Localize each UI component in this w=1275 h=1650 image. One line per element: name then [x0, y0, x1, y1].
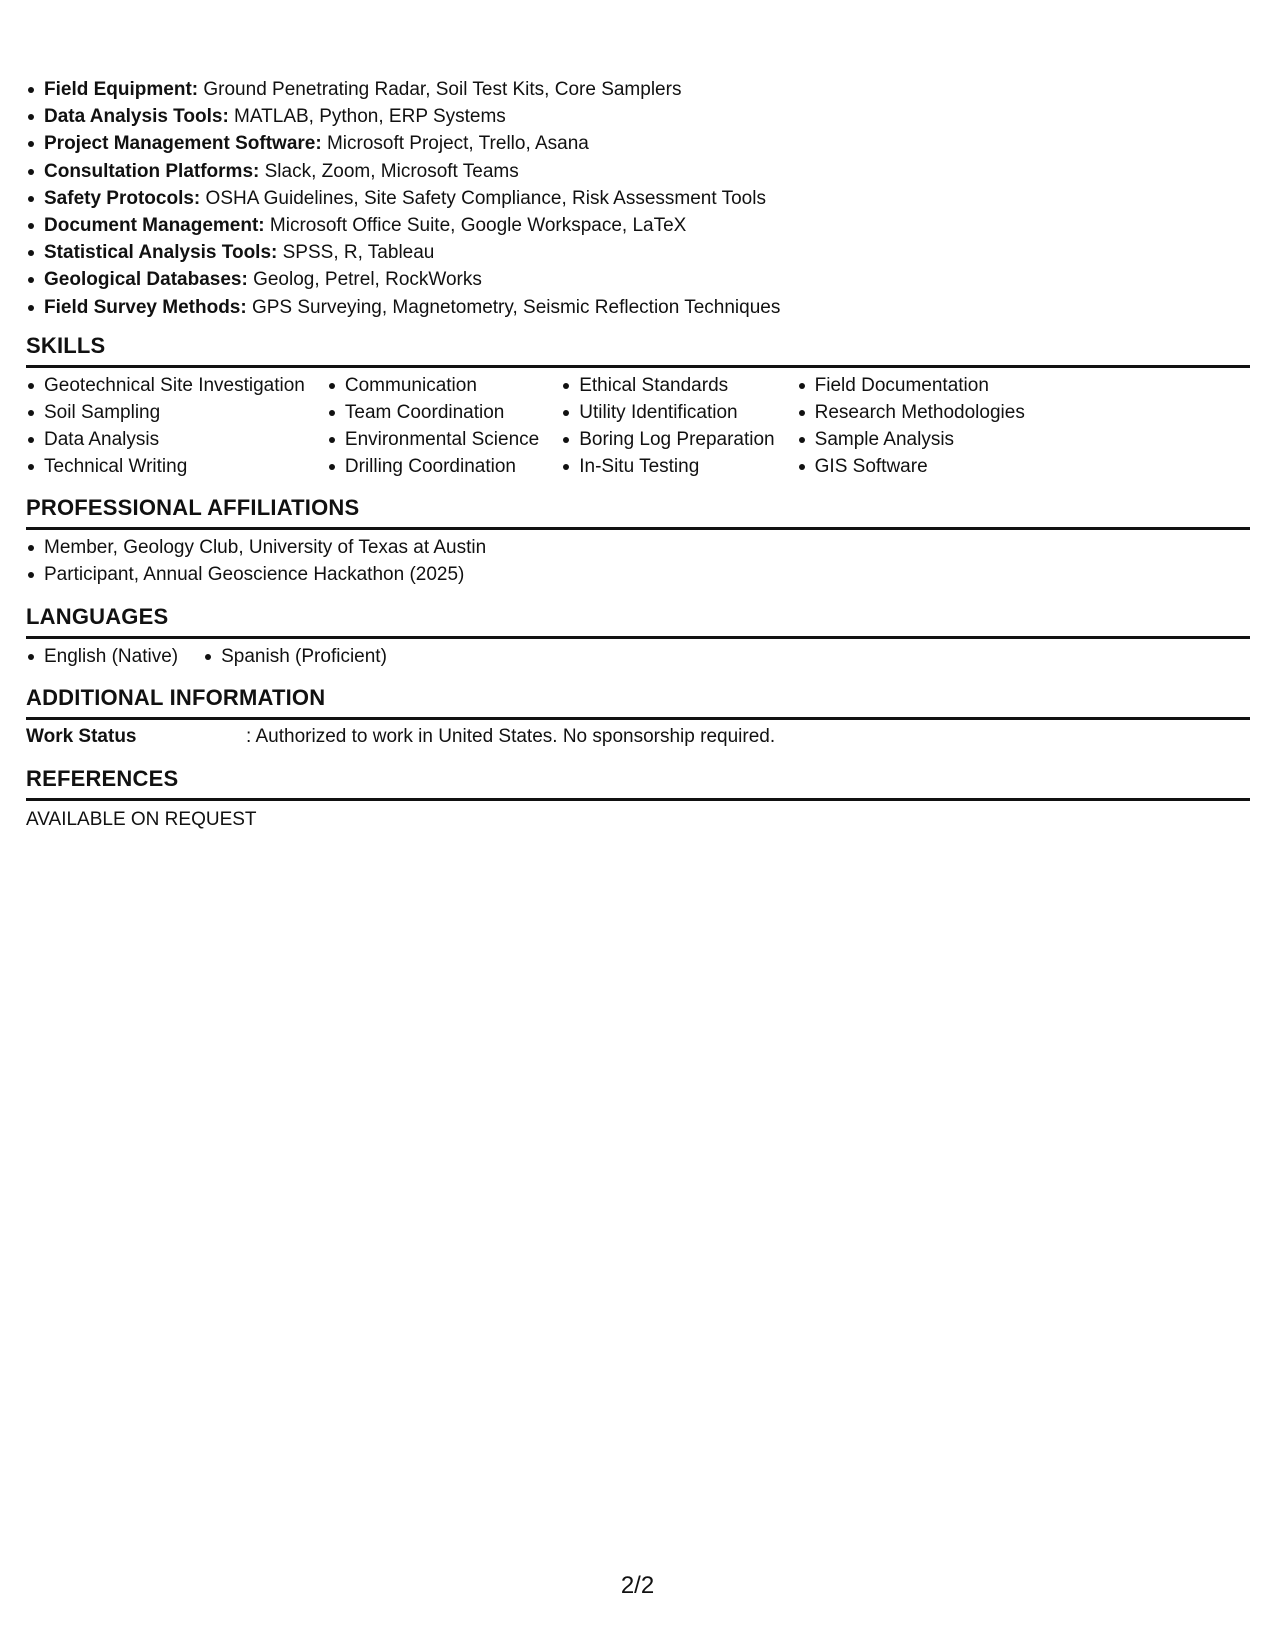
tools-item-value: MATLAB, Python, ERP Systems: [228, 106, 506, 128]
additional-info-section: [26, 685, 1250, 750]
affiliations-list: [26, 534, 1250, 588]
additional-info-heading: ADDITIONAL INFORMATION: [26, 685, 1250, 720]
skill-item: Soil Sampling: [26, 399, 305, 426]
tools-item: [26, 294, 1250, 321]
skill-item: Drilling Coordination: [327, 453, 539, 480]
tools-item: [26, 266, 1250, 293]
tools-item-value: OSHA Guidelines, Site Safety Compliance, Risk Assessment Tools: [200, 187, 766, 209]
work-status-row: [26, 724, 1250, 750]
work-status-value: : Authorized to work in United States. No sponsorship required.: [246, 725, 776, 747]
tools-item: [26, 212, 1250, 239]
tools-list: [26, 76, 1250, 321]
tools-item-label: Project Management Software:: [44, 133, 322, 155]
tools-item-value: Ground Penetrating Radar, Soil Test Kits, Core Samplers: [198, 79, 682, 100]
references-heading: REFERENCES: [26, 766, 1250, 801]
language-item: English (Native): [26, 643, 178, 670]
tools-item: [26, 239, 1250, 266]
skills-grid: [26, 372, 1250, 481]
tools-item-label: Field Survey Methods:: [44, 296, 247, 318]
references-text: AVAILABLE ON REQUEST: [26, 808, 257, 830]
skill-item: Communication: [327, 372, 539, 399]
tools-item-value: SPSS, R, Tableau: [277, 242, 435, 264]
skill-item: Data Analysis: [26, 426, 305, 453]
tools-item-value: Microsoft Project, Trello, Asana: [321, 133, 589, 155]
tools-item-label: Document Management:: [44, 215, 265, 237]
skills-heading: SKILLS: [26, 333, 1250, 368]
languages-heading: LANGUAGES: [26, 604, 1250, 639]
tools-item-value: Slack, Zoom, Microsoft Teams: [259, 160, 519, 182]
skills-column: [561, 372, 774, 481]
skill-item: In-Situ Testing: [561, 453, 774, 480]
affiliations-heading: PROFESSIONAL AFFILIATIONS: [26, 495, 1250, 530]
skills-column: [797, 372, 1025, 481]
tools-item: [26, 158, 1250, 185]
tools-item-value: Microsoft Office Suite, Google Workspace, LaTeX: [264, 215, 687, 237]
tools-item-label: Geological Databases:: [44, 269, 248, 291]
tools-item-label: Statistical Analysis Tools:: [44, 242, 278, 264]
skills-section: [26, 333, 1250, 481]
skill-item: Ethical Standards: [561, 372, 774, 399]
skill-item: Technical Writing: [26, 453, 305, 480]
page-number: 2/2: [620, 1572, 655, 1599]
work-status-label: Work Status: [26, 725, 137, 747]
languages-list: [26, 643, 1250, 670]
tools-item-label: Safety Protocols:: [44, 187, 201, 209]
skill-item: Geotechnical Site Investigation: [26, 372, 305, 399]
skill-item: Boring Log Preparation: [561, 426, 774, 453]
tools-item: [26, 130, 1250, 157]
tools-item: [26, 76, 1250, 103]
skills-column: [26, 372, 305, 481]
skill-item: Field Documentation: [797, 372, 1025, 399]
skill-item: Environmental Science: [327, 426, 539, 453]
skills-column: [327, 372, 539, 481]
affiliations-section: [26, 495, 1250, 588]
skill-item: Research Methodologies: [797, 399, 1025, 426]
skill-item: Team Coordination: [327, 399, 539, 426]
languages-section: [26, 604, 1250, 670]
tools-item-label: Field Equipment:: [44, 79, 199, 100]
resume-page: [26, 76, 1250, 833]
tools-item-value: Geolog, Petrel, RockWorks: [247, 269, 482, 291]
skill-item: GIS Software: [797, 453, 1025, 480]
skill-item: Sample Analysis: [797, 426, 1025, 453]
affiliation-item: Participant, Annual Geoscience Hackathon (2025): [26, 561, 1250, 588]
skill-item: Utility Identification: [561, 399, 774, 426]
tools-item: [26, 103, 1250, 130]
tools-item-label: Consultation Platforms:: [44, 160, 260, 182]
affiliation-item: Member, Geology Club, University of Texas at Austin: [26, 534, 1250, 561]
references-section: [26, 766, 1250, 833]
tools-item-label: Data Analysis Tools:: [44, 106, 229, 128]
tools-item-value: GPS Surveying, Magnetometry, Seismic Reflection Techniques: [246, 296, 781, 318]
tools-item: [26, 185, 1250, 212]
language-item: Spanish (Proficient): [203, 643, 387, 670]
